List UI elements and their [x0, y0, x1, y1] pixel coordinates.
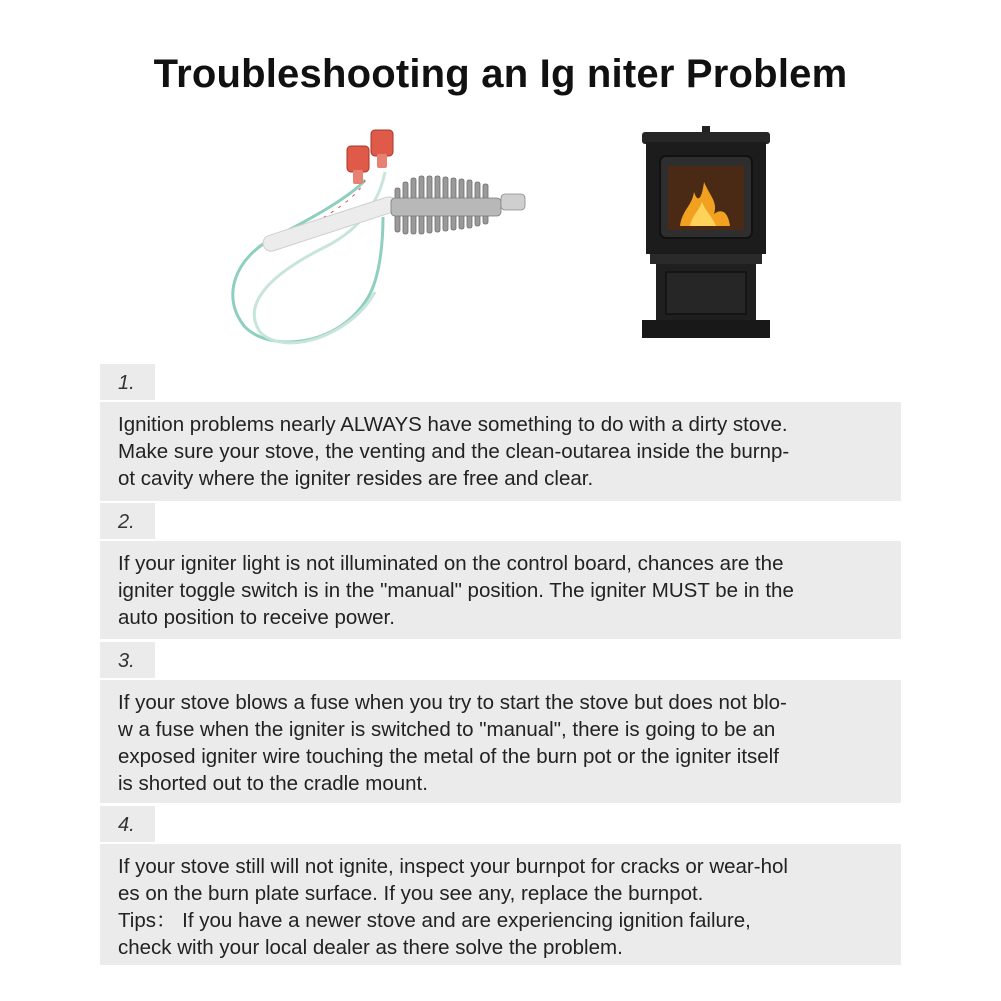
- step-text-line: es on the burn plate surface. If you see any, replace the burnpot.: [118, 882, 704, 905]
- page-title: Troubleshooting an Ig niter Problem: [153, 52, 848, 96]
- step-text-line: ot cavity where the igniter resides are free and clear.: [118, 467, 594, 490]
- step-description: [100, 680, 901, 803]
- step-description: [100, 541, 901, 639]
- step-number-box: [100, 364, 155, 400]
- step-text-line: w a fuse when the igniter is switched to "manual", there is going to be an: [118, 718, 776, 741]
- step-text-line: is shorted out to the cradle mount.: [118, 772, 428, 795]
- step-text-line: igniter toggle switch is in the "manual" position. The igniter MUST be in the: [118, 579, 794, 602]
- step-number-box: [100, 806, 155, 842]
- step-text-line: exposed igniter wire touching the metal of the burn pot or the igniter itself: [118, 745, 779, 768]
- step-text-line: If your stove still will not ignite, inspect your burnpot for cracks or wear-hol: [118, 855, 788, 878]
- tips-text-line: check with your local dealer as there solve the problem.: [118, 936, 623, 959]
- step-number: 4.: [118, 814, 135, 836]
- igniter-image: [215, 122, 535, 357]
- pellet-stove-image: [632, 122, 780, 344]
- step-number: 1.: [118, 372, 135, 394]
- step-description: [100, 402, 901, 501]
- step-description: [100, 844, 901, 965]
- step-text-line: If your stove blows a fuse when you try to start the stove but does not blo-: [118, 691, 787, 714]
- step-number: 3.: [118, 650, 135, 672]
- step-number-box: [100, 642, 155, 678]
- step-text-line: auto position to receive power.: [118, 606, 395, 629]
- step-number-box: [100, 503, 155, 539]
- step-text-line: If your igniter light is not illuminated on the control board, chances are the: [118, 552, 784, 575]
- step-number: 2.: [118, 511, 135, 533]
- step-text-line: Make sure your stove, the venting and the clean-outarea inside the burnp-: [118, 440, 790, 463]
- step-text-line: Ignition problems nearly ALWAYS have something to do with a dirty stove.: [118, 413, 788, 436]
- tips-text-line: Tips： If you have a newer stove and are experiencing ignition failure,: [118, 909, 751, 932]
